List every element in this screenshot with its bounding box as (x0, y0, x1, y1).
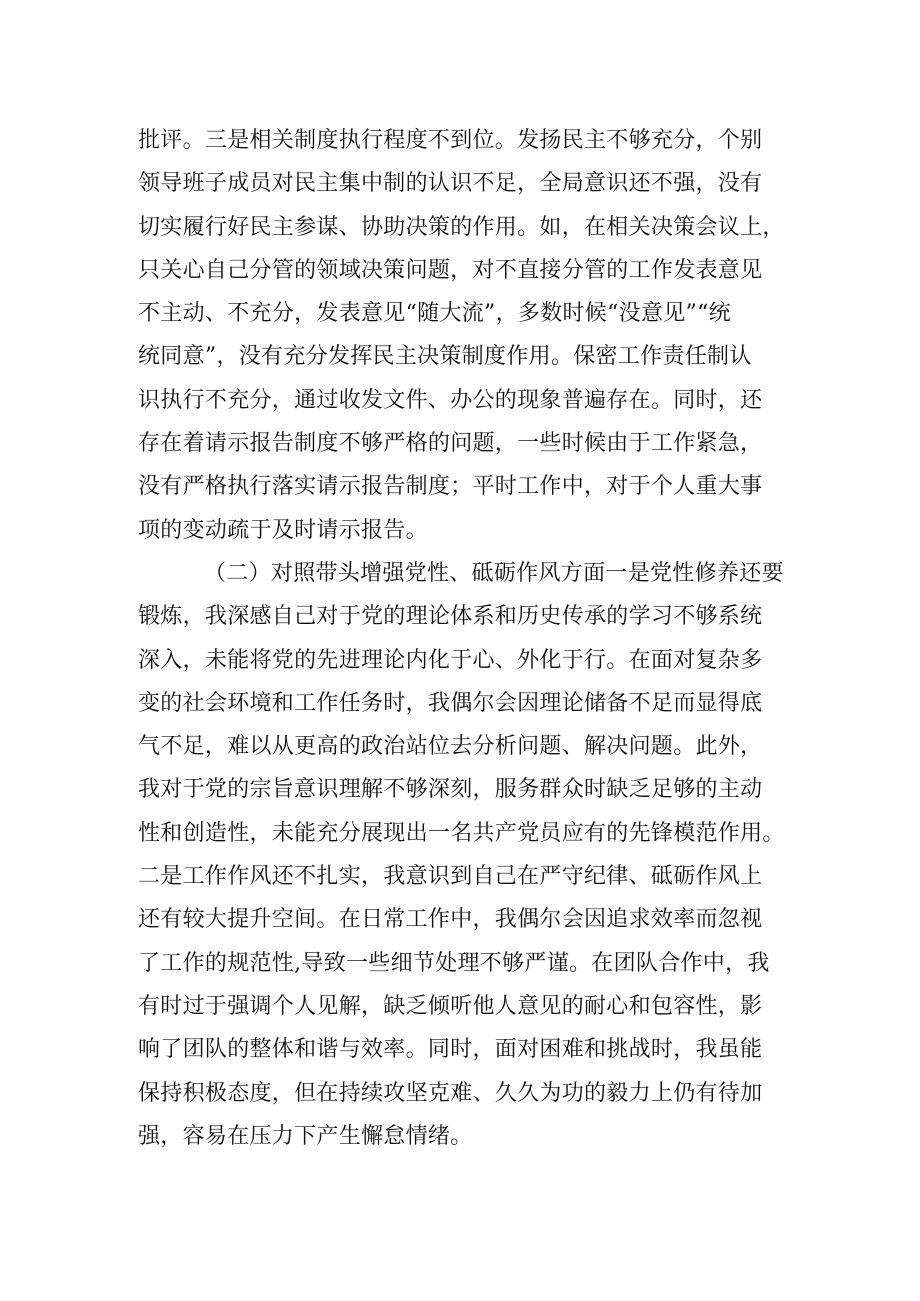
text-line: 批评。三是相关制度执行程度不到位。发扬民主不够充分，个别 (138, 128, 763, 153)
text-line: 响了团队的整体和谐与效率。同时，面对困难和挑战时，我虽能 (138, 1037, 763, 1063)
text-line: 还有较大提升空间。在日常工作中，我偶尔会因追求效率而忽视 (138, 907, 763, 933)
text-line: 只关心自己分管的领域决策问题，对不直接分管的工作发表意见 (138, 257, 763, 283)
document-body (138, 119, 798, 1158)
text-line: 识执行不充分，通过收发文件、办公的现象普遍存在。同时，还 (138, 387, 763, 413)
text-line: 项的变动疏于及时请示报告。 (138, 517, 428, 543)
text-line: 保持积极态度，但在持续攻坚克难、久久为功的毅力上仍有待加 (138, 1080, 763, 1106)
text-line: 性和创造性，未能充分展现出一名共产党员应有的先锋模范作用。 (138, 820, 785, 846)
text-line: 强，容易在压力下产生懈怠情绪。 (138, 1123, 473, 1149)
text-line: 有时过于强调个人见解，缺乏倾听他人意见的耐心和包容性，影 (138, 993, 763, 1019)
text-line: 我对于党的宗旨意识理解不够深刻，服务群众时缺乏足够的主动 (138, 777, 763, 803)
text-line: 深入，未能将党的先进理论内化于心、外化于行。在面对复杂多 (138, 647, 763, 673)
text-line: 变的社会环境和工作任务时，我偶尔会因理论储备不足而显得底 (138, 690, 763, 716)
text-line: 领导班子成员对民主集中制的认识不足，全局意识还不强，没有 (138, 171, 763, 197)
text-line: 没有严格执行落实请示报告制度；平时工作中，对于个人重大事 (138, 474, 763, 500)
text-line: 二是工作作风还不扎实，我意识到自己在严守纪律、砥砺作风上 (138, 864, 763, 890)
text-line: 存在着请示报告制度不够严格的问题，一些时候由于工作紧急， (138, 431, 763, 457)
section-heading-line: （二）对照带头增强党性、砥砺作风方面一是党性修养还要 (204, 560, 784, 586)
text-line: 不主动、不充分，发表意见“随大流”，多数时候“没意见”“统 (138, 301, 731, 327)
text-line: 切实履行好民主参谋、协助决策的作用。如，在相关决策会议上， (138, 214, 785, 240)
text-line: 了工作的规范性,导致一些细节处理不够严谨。在团队合作中，我 (138, 950, 770, 976)
text-line: 气不足，难以从更高的政治站位去分析问题、解决问题。此外， (138, 734, 763, 760)
text-line: 锻炼，我深感自己对于党的理论体系和历史传承的学习不够系统 (138, 604, 763, 630)
text-line: 统同意”，没有充分发挥民主决策制度作用。保密工作责任制认 (138, 344, 752, 370)
